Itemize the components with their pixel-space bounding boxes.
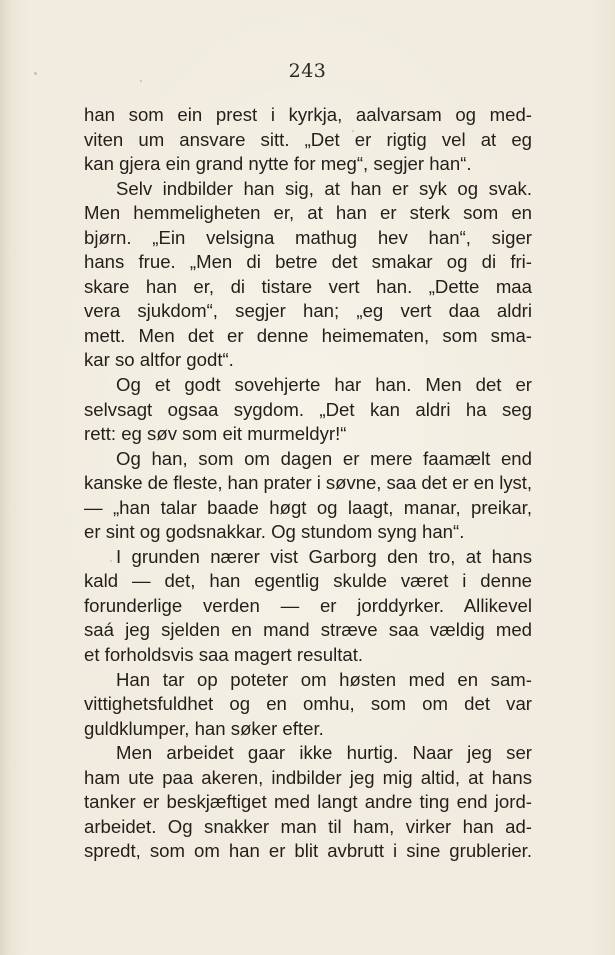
text-line: kald — det, han egentlig skulde været i denne [84,570,532,592]
text-line: Men arbeidet gaar ikke hurtig. Naar jeg ser [116,742,532,764]
text-line: skare han er, di tistare vert han. „Dette maa [84,275,532,297]
text-line: er sint og godsnakkar. Og stundom syng han“. [84,521,465,543]
text-line: bjørn. „Ein velsigna mathug hev han“, siger [84,226,532,248]
text-line: I grunden nærer vist Garborg den tro, at hans [116,545,532,567]
text-line: arbeidet. Og snakker man til ham, virker han ad- [84,815,532,837]
text-line: han som ein prest i kyrkja, aalvarsam og med- [84,104,532,125]
text-line: Og han, som om dagen er mere faamælt end [116,447,532,469]
text-line: forunderlige verden — er jorddyrker. Allikevel [84,594,532,616]
text-line: Selv indbilder han sig, at han er syk og svak. [116,177,532,199]
text-line: saá jeg sjelden en mand stræve saa vældig med [84,619,532,641]
text-line: kar so altfor godt“. [84,349,234,371]
text-line: Og et godt sovehjerte har han. Men det er [116,374,532,396]
body-text [84,103,532,864]
text-line: hans frue. „Men di betre det smakar og di fri- [84,251,532,273]
text-line: Han tar op poteter om høsten med en sam- [116,668,532,690]
text-line: spredt, som om han er blit avbrutt i sine grublerier. [84,840,532,862]
text-line: et forholdsvis saa magert resultat. [84,644,364,666]
text-line: viten um ansvare sitt. „Det er rigtig vel at eg [84,128,532,150]
text-line: kanske de fleste, han prater i søvne, saa det er en lyst, [84,472,532,494]
text-line: guldklumper, han søker efter. [84,717,324,739]
page-number: 243 [288,60,327,82]
text-line: — „han talar baade høgt og laagt, manar, preikar, [84,496,532,518]
text-line: rett: eg søv som eit murmeldyr!“ [84,423,347,445]
text-line: Men hemmeligheten er, at han er sterk som en [84,202,532,224]
text-line: vittighetsfuldhet og en omhu, som om det var [84,693,532,715]
text-line: tanker er beskjæftiget med langt andre ting end jord- [84,791,532,813]
text-line: kan gjera ein grand nytte for meg“, segjer han“. [84,153,472,175]
text-line: selvsagt ogsaa sygdom. „Det kan aldri ha seg [84,398,532,420]
text-line: vera sjukdom“, segjer han; „eg vert daa aldri [84,300,532,322]
text-line: ham ute paa akeren, indbilder jeg mig altid, at hans [84,766,532,788]
text-line: mett. Men det er denne heimematen, som sma- [84,324,532,346]
